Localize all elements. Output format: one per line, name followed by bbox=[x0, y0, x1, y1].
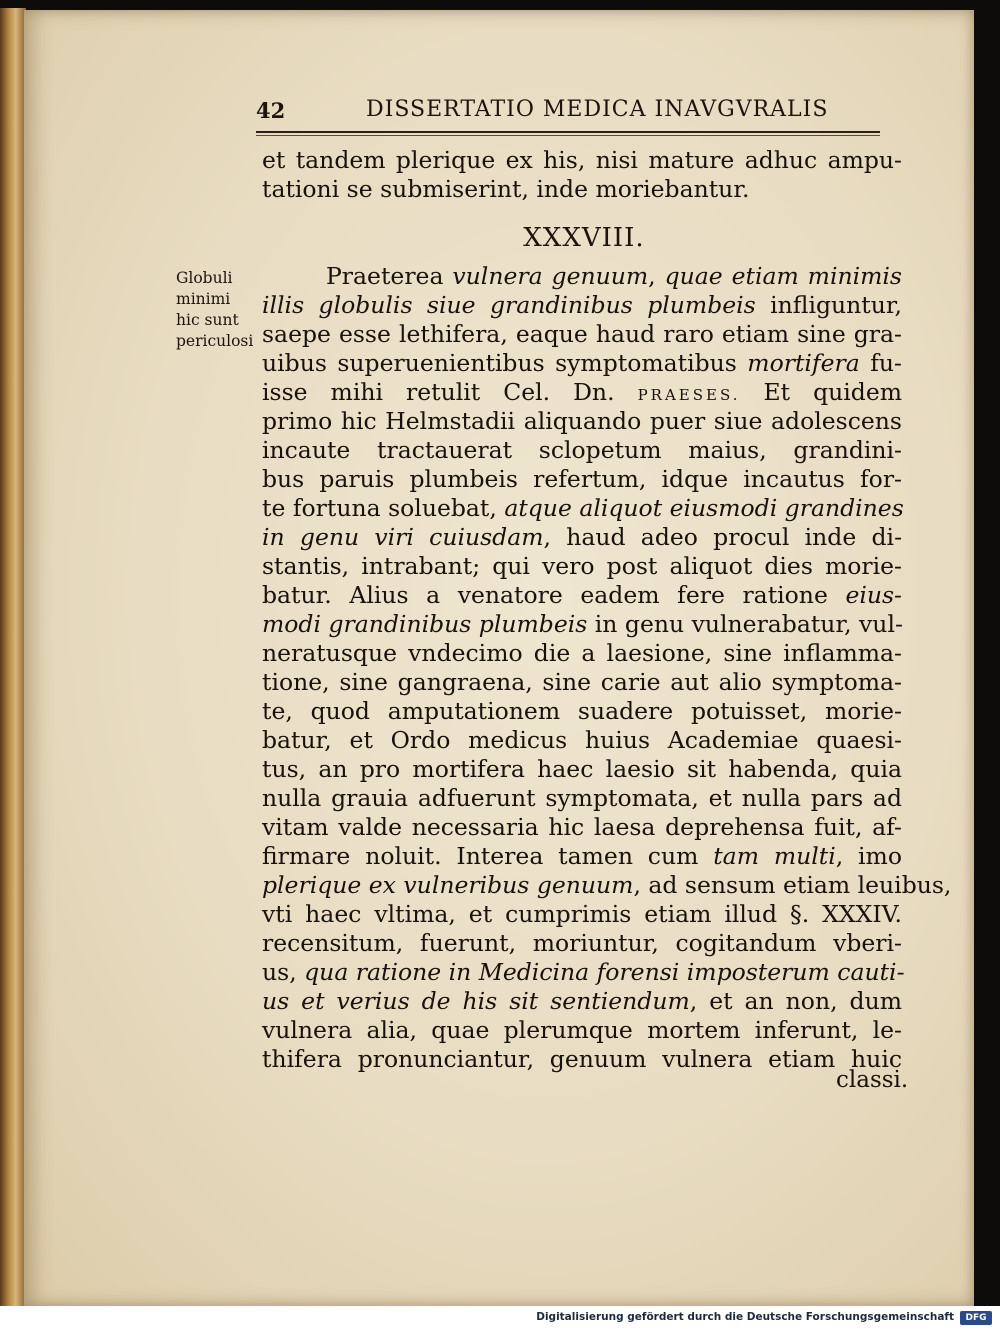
text-span: primo hic Helmstadii aliquando puer siue adolescens bbox=[262, 407, 902, 435]
text-span: fu- bbox=[859, 349, 903, 377]
text-span: batur, et Ordo medicus huius Academiae quaesi- bbox=[262, 726, 902, 754]
text-line bbox=[262, 958, 905, 988]
text-span: firmare noluit. Interea tamen cum bbox=[262, 842, 714, 870]
text-line bbox=[262, 378, 902, 408]
marginal-note-line: hic sunt bbox=[176, 311, 239, 329]
text-line bbox=[262, 494, 902, 524]
italic-text: vulnera genuum bbox=[452, 262, 649, 290]
text-line bbox=[262, 291, 902, 321]
italic-text: qua ratione in Medicina forensi imposterum cauti- bbox=[304, 958, 905, 986]
text-line bbox=[262, 146, 902, 176]
text-span: neratusque vndecimo die a laesione, sine inflamma- bbox=[262, 639, 902, 667]
italic-text: illis globulis siue grandinibus plumbeis bbox=[262, 291, 756, 319]
text-span: stantis, intrabant; qui vero post aliquot dies morie- bbox=[262, 552, 902, 580]
text-span: in genu vulnerabatur, vul- bbox=[587, 610, 903, 638]
text-span: recensitum, fuerunt, moriuntur, cogitandum vberi- bbox=[262, 929, 902, 957]
text-line bbox=[262, 813, 902, 843]
text-span: tus, an pro mortifera haec laesio sit habenda, quia bbox=[262, 755, 902, 783]
text-line bbox=[262, 842, 902, 872]
text-line bbox=[262, 1016, 902, 1046]
text-line bbox=[262, 581, 902, 611]
italic-text: plerique ex vulneribus genuum bbox=[262, 871, 634, 899]
text-span: saepe esse lethifera, eaque haud raro etiam sine gra- bbox=[262, 320, 902, 348]
text-line bbox=[262, 987, 902, 1017]
text-line bbox=[262, 900, 902, 930]
marginal-note-line: Globuli bbox=[176, 269, 233, 287]
catchword: classi. bbox=[836, 1067, 909, 1093]
text-line bbox=[262, 523, 902, 553]
text-span: batur. Alius a venatore eadem fere ratione bbox=[262, 581, 846, 609]
text-span: te fortuna soluebat, bbox=[262, 494, 505, 522]
text-line bbox=[262, 552, 902, 582]
section-number: XXXVIII. bbox=[523, 223, 645, 253]
marginal-note bbox=[176, 268, 264, 352]
italic-text: in genu viri cuiusdam bbox=[262, 523, 544, 551]
text-span: bus paruis plumbeis refertum, idque incautus for- bbox=[262, 465, 902, 493]
text-line bbox=[262, 668, 902, 698]
text-span: tione, sine gangraena, sine carie aut alio symptoma- bbox=[262, 668, 902, 696]
text-span: nulla grauia adfuerunt symptomata, et nulla pars ad bbox=[262, 784, 902, 812]
text-span: Praeterea bbox=[326, 262, 453, 290]
text-line bbox=[262, 639, 902, 669]
running-title: DISSERTATIO MEDICA INAVGVRALIS bbox=[366, 97, 829, 122]
text-span: te, quod amputationem suadere potuisset, morie- bbox=[262, 697, 902, 725]
text-span: , haud adeo procul inde di- bbox=[543, 523, 903, 551]
text-span: vulnera alia, quae plerumque mortem inferunt, le- bbox=[262, 1016, 902, 1044]
italic-text: modi grandinibus plumbeis bbox=[262, 610, 588, 638]
marginal-note-line: periculosi bbox=[176, 332, 254, 350]
text-span: isse mihi retulit Cel. Dn. bbox=[262, 378, 638, 406]
text-span: , ad sensum etiam leuibus, bbox=[633, 871, 952, 899]
text-line bbox=[262, 407, 902, 437]
text-line bbox=[262, 1045, 902, 1075]
text-span: , bbox=[648, 262, 665, 290]
text-span: tationi se submiserint, inde moriebantur. bbox=[262, 175, 750, 203]
dfg-logo: DFG bbox=[960, 1311, 992, 1325]
text-span: incaute tractauerat sclopetum maius, grandini- bbox=[262, 436, 902, 464]
text-span: , imo bbox=[835, 842, 902, 870]
text-line bbox=[262, 262, 902, 292]
text-span: infliguntur, bbox=[755, 291, 902, 319]
text-line bbox=[262, 320, 902, 350]
header-rule-thin bbox=[256, 135, 880, 136]
text-span: , et an non, dum bbox=[689, 987, 902, 1015]
text-line bbox=[262, 610, 902, 640]
text-span: Et quidem bbox=[740, 378, 903, 406]
page-number: 42 bbox=[256, 98, 286, 123]
italic-text: atque aliquot eiusmodi grandines bbox=[504, 494, 904, 522]
header-rule bbox=[256, 131, 880, 133]
text-line bbox=[262, 929, 902, 959]
text-line bbox=[262, 349, 902, 379]
text-span: PRAESES. bbox=[637, 386, 741, 404]
italic-text: tam multi bbox=[713, 842, 836, 870]
book-spine bbox=[0, 8, 26, 1308]
text-span: us, bbox=[262, 958, 305, 986]
italic-text: mortifera bbox=[747, 349, 860, 377]
text-line bbox=[262, 697, 902, 727]
text-span: uibus superuenientibus symptomatibus bbox=[262, 349, 748, 377]
text-span: vitam valde necessaria hic laesa deprehensa fuit, af- bbox=[262, 813, 902, 841]
text-line bbox=[262, 436, 902, 466]
text-line bbox=[262, 465, 902, 495]
text-line bbox=[262, 726, 902, 756]
text-line bbox=[262, 755, 902, 785]
text-span: et tandem plerique ex his, nisi mature adhuc ampu- bbox=[262, 146, 902, 174]
text-span: vti haec vltima, et cumprimis etiam illud §. XXXIV. bbox=[262, 900, 902, 928]
text-line bbox=[262, 871, 952, 901]
marginal-note-line: minimi bbox=[176, 290, 231, 308]
italic-text: eius- bbox=[845, 581, 902, 609]
italic-text: quae etiam minimis bbox=[664, 262, 902, 290]
text-span: thifera pronunciantur, genuum vulnera etiam huic bbox=[262, 1045, 902, 1073]
text-line bbox=[262, 784, 902, 814]
italic-text: us et verius de his sit sentiendum bbox=[262, 987, 690, 1015]
footer-credit: Digitalisierung gefördert durch die Deutsche Forschungsgemeinschaft bbox=[536, 1311, 954, 1323]
text-line bbox=[262, 175, 902, 205]
